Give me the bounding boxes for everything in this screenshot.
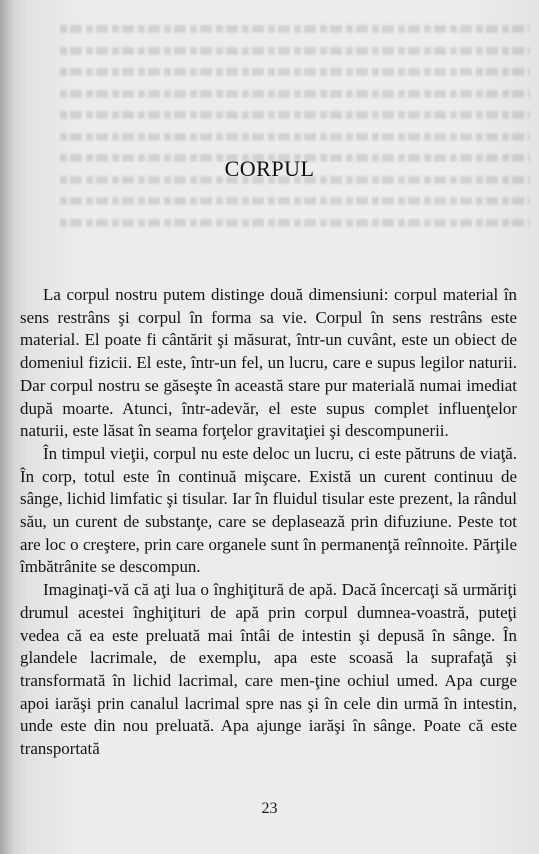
paragraph: Imaginaţi-vă că aţi lua o înghiţitură de apă. Dacă încercaţi să urmăriţi drumul acestei înghiţituri de apă prin corpul dumnea-voastră, puteţi vedea că ea este preluată mai întâi de intestin şi depusă în sânge. În glandele lacrimale, de exemplu, apa este scoasă la suprafaţă şi transformată în lichid lacrimal, care men-ţine ochiul umed. Apa curge apoi iarăşi prin canalul lacrimal spre nas şi în cele din urmă în intestin, unde este din nou preluată. Apa ajunge iarăşi în sânge. Poate că este transportată [20, 580, 517, 759]
page-number: 23 [261, 800, 278, 817]
paragraph: La corpul nostru putem distinge două dimensiuni: corpul material în sens restrâns şi corpul în forma sa vie. Corpul în sens restrâns este material. El poate fi cântărit şi măsurat, într-un cuvânt, este un obiect de domeniul fizicii. El este, într-un fel, un lucru, care e supus legilor naturii. Dar corpul nostru se găseşte în această stare pur materială numai imediat după moarte. Atunci, într-adevăr, el este supus complet influenţelor naturii, este lăsat în seama forţelor gravitaţiei şi descompunerii. [20, 285, 517, 441]
chapter-title: CORPUL [224, 156, 315, 181]
paragraph: În timpul vieţii, corpul nu este deloc un lucru, ci este pătruns de viaţă. În corp, totul este în continuă mişcare. Există un curent continuu de sânge, lichid limfatic şi tisular. Iar în fluidul tisular este prezent, la rândul său, un curent de substanţe, care se deplasează prin difuziune. Peste tot are loc o creştere, prin care organele sunt în permanenţă reînnoite. Părţile îmbătrânite se descompun. [20, 443, 517, 577]
show-through-text [60, 18, 530, 243]
binding-shadow [0, 0, 14, 854]
body-text [20, 284, 517, 761]
